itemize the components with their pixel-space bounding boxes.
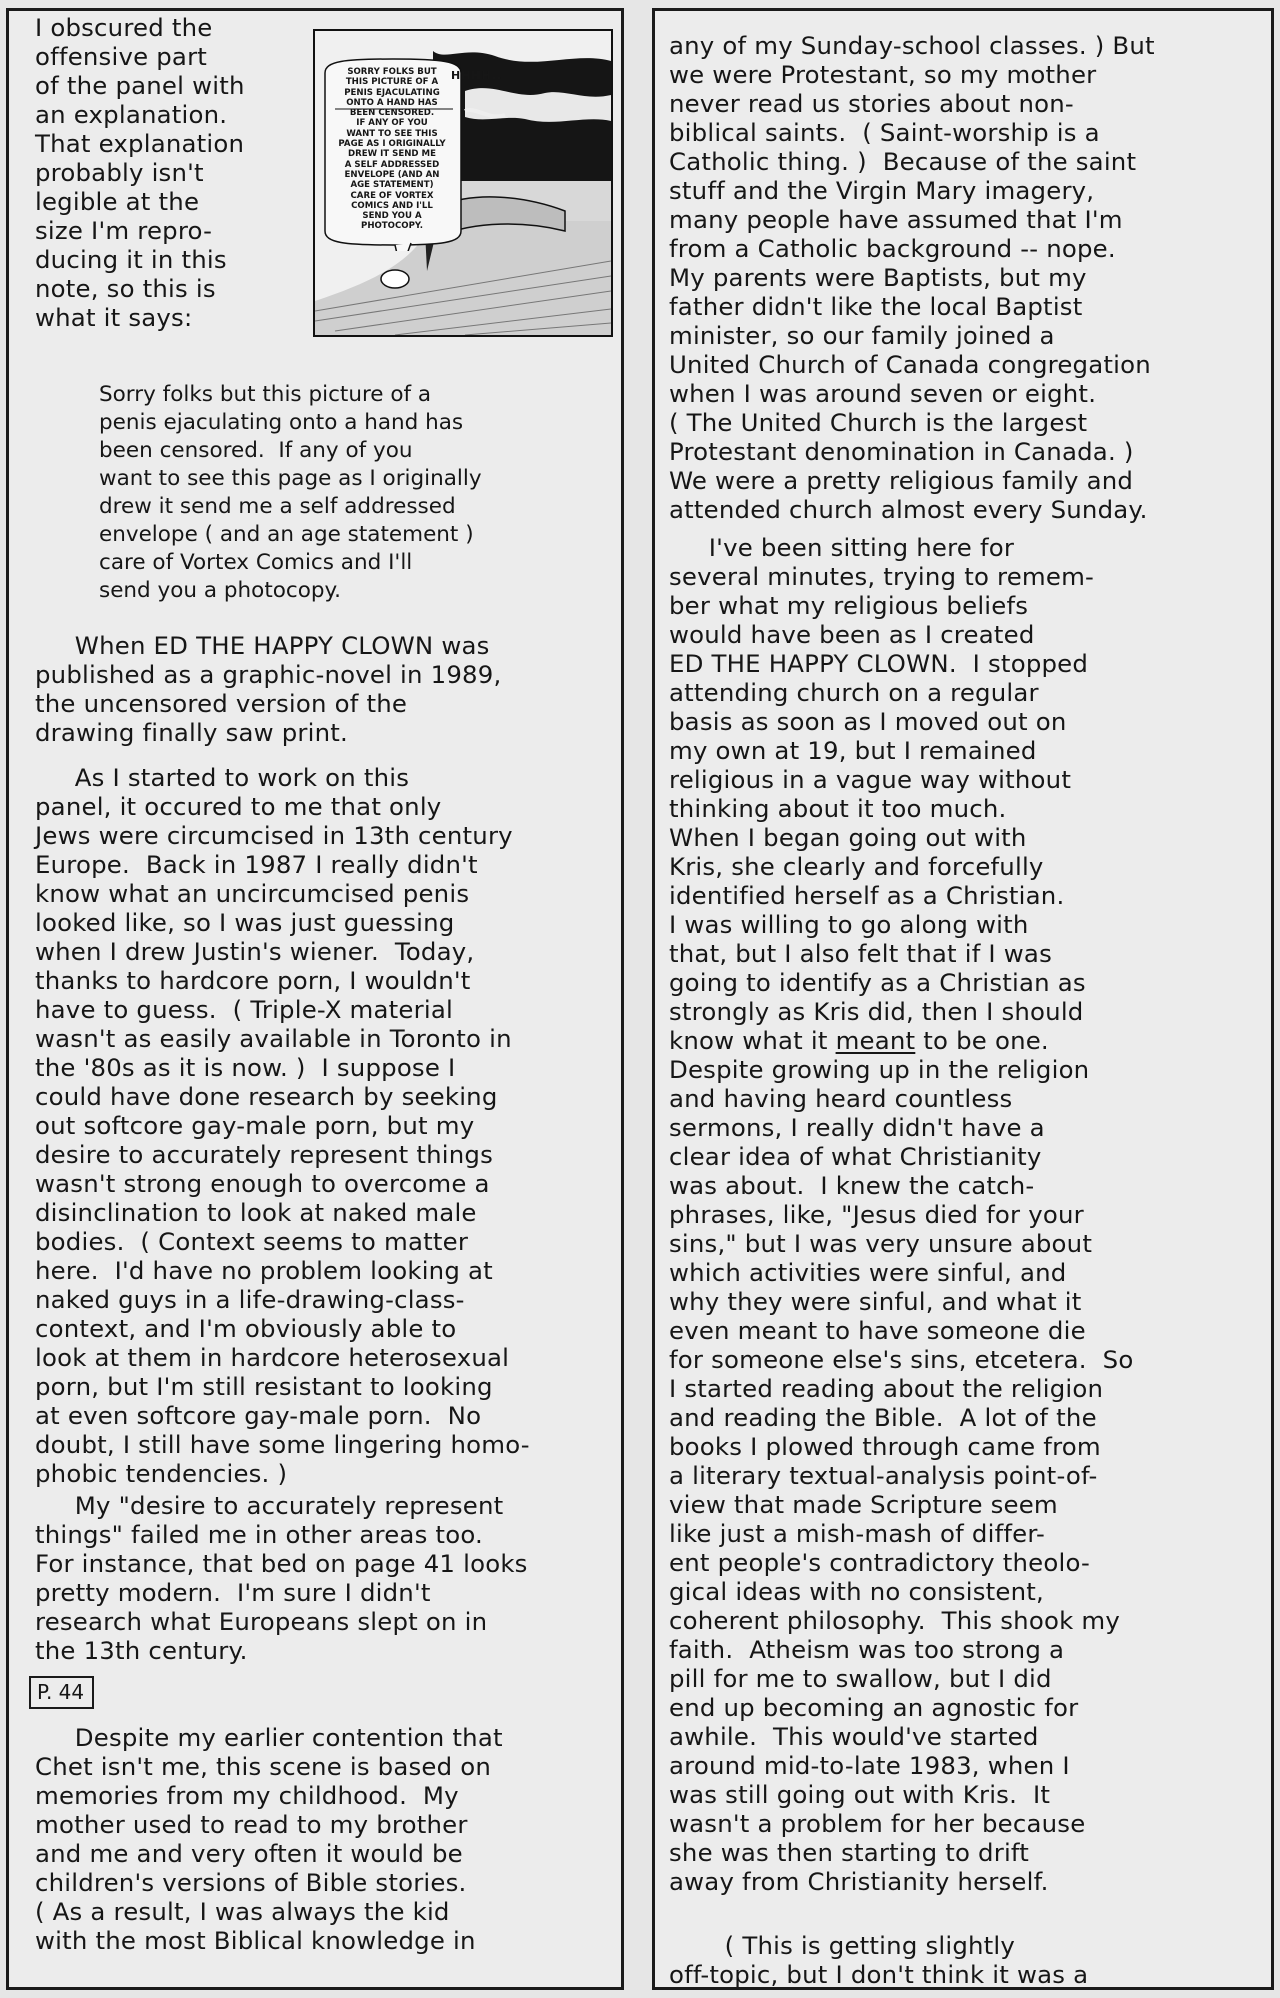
paragraph-religious-beliefs-part2: to be one. Despite growing up in the religion and having heard countless sermons, I really didn't have a clear idea of what Christianity was about. I knew the catch- phrases, like, "Jesus died for your sins," but I was very unsure about which activities were sinful, and why they were sinful, and what it even meant to have someone die for someone else's sins, etcetera. So I started reading about the religion and reading the Bible. A lot of the books I plowed through came from a literary textual-analysis point-of- view that made Scripture seem like just a mish-mash of differ- ent people's contradictory theolo- gical ideas with no consistent, coherent philosophy. This shook my faith. Atheism was too strong a pill for me to swallow, but I did end up becoming an agnostic for awhile. This would've started around mid-to-late 1983, when I was still going out with Kris. It wasn't a problem for her because she was then starting to drift away from Christianity herself. [669, 1026, 1134, 1896]
censored-comic-panel [313, 29, 613, 337]
censorship-quote: Sorry folks but this picture of a penis ejaculating onto a hand has been censored. If any of you want to see this page as I originally drew it send me a self addressed envelope ( and an age statement ) care of Vortex Comics and I'll send you a photocopy. [99, 382, 482, 603]
emphasized-word: meant [835, 1026, 916, 1055]
paragraph-accuracy: My "desire to accurately represent things" failed me in other areas too. For instance, that bed on page 41 looks pretty modern. I'm sure I didn't research what Europeans slept on in the 13th century. [35, 1491, 528, 1665]
panel-sound-text: HHHH.. [451, 69, 503, 82]
paragraph-childhood: Despite my earlier contention that Chet isn't me, this scene is based on memories from my childhood. My mother used to read to my brother and me and very often it would be children's versions of Bible stories. ( As a result, I was always the kid with the most Biblical knowledge in [35, 1723, 503, 1955]
intro-text: I obscured the offensive part of the panel with an explanation. That explanation probably isn't legible at the size I'm repro- ducing it in this note, so this is what it says: [35, 13, 245, 332]
paragraph-protestant: any of my Sunday-school classes. ) But we were Protestant, so my mother never read us stories about non- biblical saints. ( Saint-worship is a Catholic thing. ) Because of the saint stuff and the Virgin Mary imagery, many people have assumed that I'm from a Catholic background -- nope. My parents were Baptists, but my father didn't like the local Baptist minister, so our family joined a United Church of Canada congregation when I was around seven or eight. ( The United Church is the largest Protestant denomination in Canada. ) We were a pretty religious family and attended church almost every Sunday. [669, 31, 1155, 524]
paragraph-religious-beliefs-part1: I've been sitting here for several minutes, trying to remem- ber what my religious beliefs would have been as I created ED THE HAPPY CLOWN. I stopped attending church on a regular basis as soon as I moved out on my own at 19, but I remained religious in a vague way without thinking about it too much. When I began going out with Kris, she clearly and forcefully identified herself as a Christian. I was willing to go along with that, but I also felt that if I was going to identify as a Christian as strongly as Kris did, then I should know what it [669, 533, 1095, 1055]
speech-bubble-text: SORRY FOLKS BUT THIS PICTURE OF A PENIS EJACULATING ONTO A HAND HAS BEEN CENSORED. IF ANY OF YOU WANT TO SEE THIS PAGE AS I ORIGINALLY DREW IT SEND ME A SELF ADDRESSED ENVELOPE (AND AN AGE STATEMENT) CARE OF VORTEX COMICS AND I'LL SEND YOU A PHOTOCOPY. [338, 67, 446, 232]
right-column [652, 8, 1274, 1990]
paragraph-circumcision: As I started to work on this panel, it occured to me that only Jews were circumcised in 13th century Europe. Back in 1987 I really didn't know what an uncircumcised penis looked like, so I was just guessing when I drew Justin's wiener. Today, thanks to hardcore porn, I wouldn't have to guess. ( Triple-X material wasn't as easily available in Toronto in the '80s as it is now. ) I suppose I could have done research by seeking out softcore gay-male porn, but my desire to accurately represent things wasn't strong enough to overcome a disinclination to look at naked male bodies. ( Context seems to matter here. I'd have no problem looking at naked guys in a life-drawing-class- context, and I'm obviously able to look at them in hardcore heterosexual porn, but I'm still resistant to looking at even softcore gay-male porn. No doubt, I still have some lingering homo- phobic tendencies. ) [35, 763, 530, 1488]
left-column [6, 8, 624, 1990]
paragraph-off-topic: ( This is getting slightly off-topic, but I don't think it was a [669, 1931, 1089, 1989]
page-reference-label: P. 44 [29, 1676, 94, 1709]
paragraph-religious-beliefs [669, 533, 1133, 1896]
paragraph-graphic-novel: When ED THE HAPPY CLOWN was published as a graphic-novel in 1989, the uncensored version of the drawing finally saw print. [35, 631, 502, 747]
